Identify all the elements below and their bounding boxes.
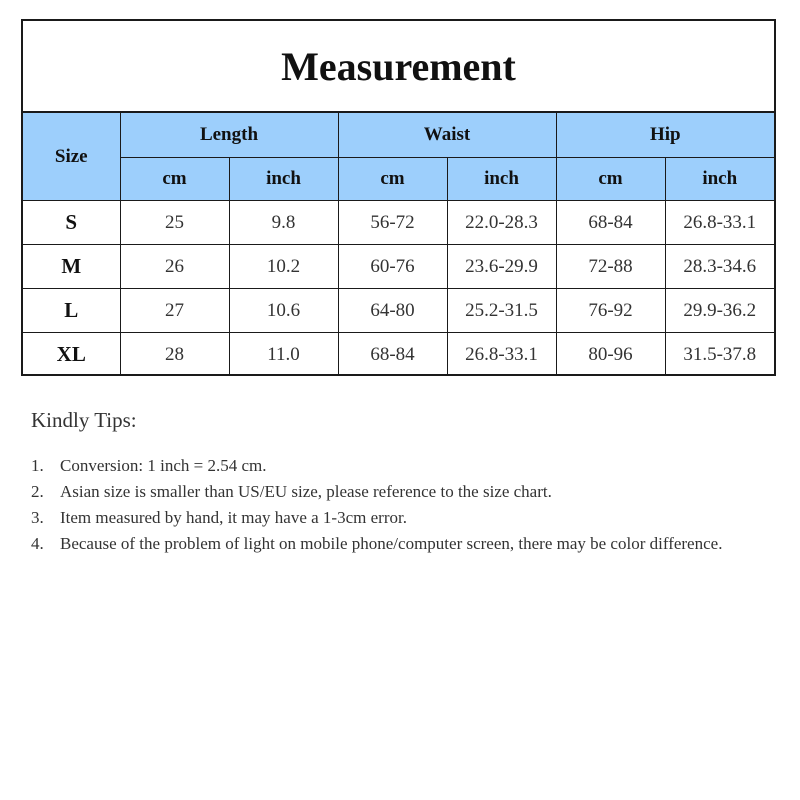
list-item (31, 505, 771, 531)
tip-number: 2. (31, 482, 44, 501)
waist-inch-cell: 22.0-28.3 (447, 201, 556, 245)
table-row (23, 201, 774, 245)
hip-inch-cell: 28.3-34.6 (665, 245, 774, 289)
length-inch-cell: 9.8 (229, 201, 338, 245)
waist-inch-cell: 23.6-29.9 (447, 245, 556, 289)
length-cm-cell: 27 (120, 289, 229, 333)
tip-text: Asian size is smaller than US/EU size, please reference to the size chart. (60, 482, 552, 501)
tips-heading: Kindly Tips: (31, 408, 137, 432)
size-column-header: Size (23, 113, 120, 201)
tips-list (31, 453, 771, 557)
group-header-row (23, 113, 774, 158)
waist-inch-cell: 25.2-31.5 (447, 289, 556, 333)
waist-cm-cell: 60-76 (338, 245, 447, 289)
hip-cm-cell: 76-92 (556, 289, 665, 333)
length-cm-cell: 28 (120, 333, 229, 377)
unit-header-hip-inch: inch (665, 158, 774, 201)
hip-group-header: Hip (556, 113, 774, 158)
tip-number: 4. (31, 534, 44, 553)
list-item (31, 453, 771, 479)
length-inch-cell: 11.0 (229, 333, 338, 377)
hip-cm-cell: 68-84 (556, 201, 665, 245)
length-inch-cell: 10.6 (229, 289, 338, 333)
hip-cm-cell: 80-96 (556, 333, 665, 377)
size-label: XL (23, 333, 120, 377)
unit-header-length-inch: inch (229, 158, 338, 201)
tip-number: 1. (31, 456, 44, 475)
waist-group-header: Waist (338, 113, 556, 158)
size-label: L (23, 289, 120, 333)
unit-header-row (23, 158, 774, 201)
hip-cm-cell: 72-88 (556, 245, 665, 289)
size-chart (21, 19, 776, 376)
tip-text: Because of the problem of light on mobile phone/computer screen, there may be color difference. (60, 534, 723, 553)
size-table (23, 113, 774, 376)
length-group-header: Length (120, 113, 338, 158)
tip-text: Item measured by hand, it may have a 1-3cm error. (60, 508, 407, 527)
length-cm-cell: 26 (120, 245, 229, 289)
unit-header-waist-cm: cm (338, 158, 447, 201)
size-label: M (23, 245, 120, 289)
tips-section (31, 408, 771, 557)
length-cm-cell: 25 (120, 201, 229, 245)
waist-cm-cell: 64-80 (338, 289, 447, 333)
hip-inch-cell: 26.8-33.1 (665, 201, 774, 245)
table-row (23, 245, 774, 289)
list-item (31, 531, 771, 557)
waist-inch-cell: 26.8-33.1 (447, 333, 556, 377)
waist-cm-cell: 56-72 (338, 201, 447, 245)
chart-title: Measurement (23, 21, 774, 113)
unit-header-length-cm: cm (120, 158, 229, 201)
unit-header-waist-inch: inch (447, 158, 556, 201)
tip-text: Conversion: 1 inch = 2.54 cm. (60, 456, 267, 475)
hip-inch-cell: 31.5-37.8 (665, 333, 774, 377)
table-row (23, 333, 774, 377)
waist-cm-cell: 68-84 (338, 333, 447, 377)
table-row (23, 289, 774, 333)
list-item (31, 479, 771, 505)
tip-number: 3. (31, 508, 44, 527)
length-inch-cell: 10.2 (229, 245, 338, 289)
size-label: S (23, 201, 120, 245)
hip-inch-cell: 29.9-36.2 (665, 289, 774, 333)
unit-header-hip-cm: cm (556, 158, 665, 201)
